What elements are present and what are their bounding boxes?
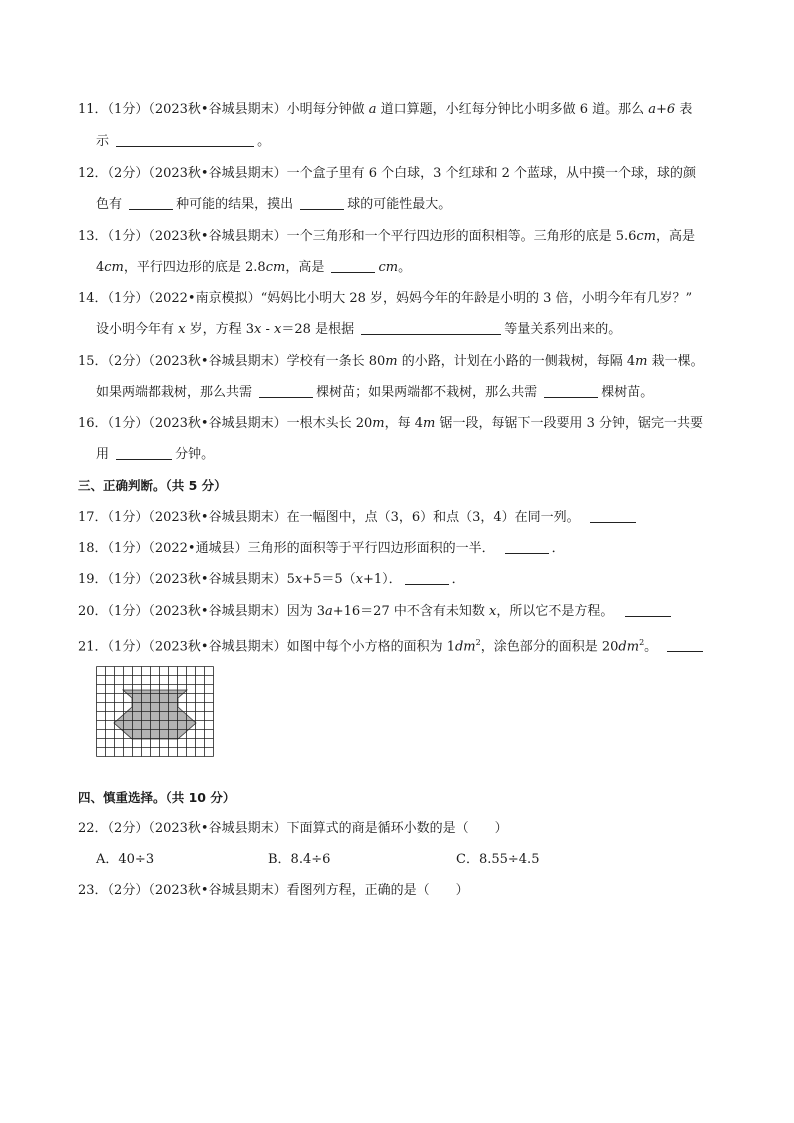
answer-blank[interactable] [544, 384, 598, 398]
option-b[interactable]: B．8.4÷6 [268, 852, 331, 867]
question-13-line-1: 13．（1分）（2023秋•谷城县期末）一个三角形和一个平行四边形的面积相等。三角形的底是 5.6cm，高是 [78, 229, 695, 244]
section-heading-3: 三、正确判断。（共 5 分） [78, 478, 227, 493]
shaded-region [114, 690, 196, 739]
question-12-line-1: 12．（2分）（2023秋•谷城县期末）一个盒子里有 6 个白球，3 个红球和 2 个蓝球，从中摸一个球，球的颜 [78, 166, 697, 181]
answer-blank[interactable] [590, 509, 636, 523]
section-heading-4: 四、慎重选择。（共 10 分） [78, 790, 236, 805]
answer-blank[interactable] [625, 603, 671, 617]
question-11-line-1: 11．（1分）（2023秋•谷城县期末）小明每分钟做 a 道口算题，小红每分钟比小明多做 6 道。那么 a+6 表 [78, 102, 693, 117]
answer-blank[interactable] [300, 196, 344, 210]
grid-svg [96, 666, 214, 772]
question-20: 20．（1分）（2023秋•谷城县期末）因为 3a+16＝27 中不含有未知数 x，所以它不是方程。 [78, 603, 674, 621]
answer-blank[interactable] [361, 321, 501, 335]
question-12-line-2: 色有 种可能的结果，摸出 球的可能性最大。 [96, 197, 452, 212]
question-16-line-1: 16．（1分）（2023秋•谷城县期末）一根木头长 20m，每 4m 锯一段，每锯下一段要用 3 分钟，锯完一共要 [78, 416, 703, 431]
answer-blank[interactable] [116, 446, 172, 460]
question-17: 17．（1分）（2023秋•谷城县期末）在一幅图中，点（3，6）和点（3，4）在同一列。 [78, 509, 639, 527]
answer-blank[interactable] [667, 638, 703, 652]
option-c[interactable]: C．8.55÷4.5 [456, 852, 540, 867]
answer-blank[interactable] [331, 259, 375, 273]
answer-blank[interactable] [116, 133, 254, 147]
answer-blank[interactable] [505, 540, 549, 554]
question-16-line-2: 用 分钟。 [96, 447, 215, 462]
question-15-line-1: 15．（2分）（2023秋•谷城县期末）学校有一条长 80m 的小路，计划在小路的一侧栽树，每隔 4m 栽一棵。 [78, 354, 704, 369]
question-14-line-1: 14．（1分）（2022•南京模拟）“妈妈比小明大 28 岁，妈妈今年的年龄是小明的 3 倍，小明今年有几岁？” [78, 291, 693, 306]
question-11-line-2: 示 。 [96, 134, 271, 149]
answer-blank[interactable] [259, 384, 313, 398]
question-13-line-2: 4cm，平行四边形的底是 2.8cm，高是 cm。 [96, 260, 412, 275]
answer-blank[interactable] [129, 196, 173, 210]
answer-blank[interactable] [405, 571, 449, 585]
question-19: 19．（1分）（2023秋•谷城县期末）5x+5＝5（x+1）． ． [78, 572, 465, 587]
question-21: 21．（1分）（2023秋•谷城县期末）如图中每个小方格的面积为 $1dm^2$，涂色部分的面积是 $20dm^2$。 [78, 634, 706, 656]
question-14-line-2: 设小明今年有 x 岁，方程 3x - x＝28 是根据 等量关系列出来的。 [96, 322, 622, 337]
question-15-line-2: 如果两端都栽树，那么共需 棵树苗；如果两端都不栽树，那么共需 棵树苗。 [96, 385, 654, 400]
grid-figure [96, 666, 214, 776]
option-a[interactable]: A．40÷3 [96, 852, 155, 867]
question-22: 22．（2分）（2023秋•谷城县期末）下面算式的商是循环小数的是（ ） [78, 821, 508, 836]
grid-lines [97, 667, 214, 757]
question-23: 23．（2分）（2023秋•谷城县期末）看图列方程，正确的是（ ） [78, 883, 469, 898]
question-18: 18．（1分）（2022•通城县）三角形的面积等于平行四边形面积的一半． ． [78, 541, 565, 556]
